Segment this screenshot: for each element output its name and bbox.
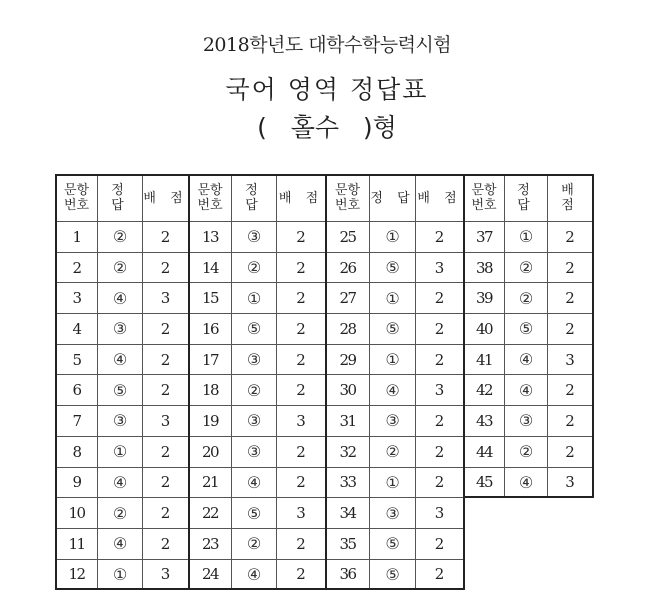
correct-answer: ① (370, 467, 416, 498)
question-number: 36 (326, 559, 370, 590)
correct-answer: ⑤ (232, 498, 277, 529)
question-number: 44 (464, 436, 505, 467)
col-header-number-line2: 번호 (63, 198, 90, 213)
correct-answer: ② (98, 252, 143, 283)
question-number: 26 (326, 252, 370, 283)
question-number: 13 (189, 222, 232, 253)
header-row (56, 175, 189, 222)
score-points: 2 (277, 528, 326, 559)
question-number: 42 (464, 375, 505, 406)
table-row (464, 406, 593, 437)
score-points: 3 (548, 344, 593, 375)
question-number: 43 (464, 406, 505, 437)
table-row (326, 498, 464, 529)
question-number: 14 (189, 252, 232, 283)
correct-answer: ① (232, 283, 277, 314)
correct-answer: ④ (232, 467, 277, 498)
question-number: 3 (56, 283, 98, 314)
col-header-score: 배 점 (416, 175, 464, 222)
score-points: 2 (548, 314, 593, 345)
question-number: 4 (56, 314, 98, 345)
col-header-number-line2: 번호 (334, 198, 361, 213)
score-points: 2 (548, 436, 593, 467)
correct-answer: ② (232, 528, 277, 559)
header-row (326, 175, 464, 222)
table-row (189, 559, 326, 590)
question-number: 31 (326, 406, 370, 437)
score-points: 2 (277, 252, 326, 283)
table-row (464, 314, 593, 345)
question-number: 19 (189, 406, 232, 437)
correct-answer: ③ (232, 406, 277, 437)
correct-answer: ⑤ (370, 559, 416, 590)
col-header-score: 배 점 (143, 175, 189, 222)
question-number: 12 (56, 559, 98, 590)
correct-answer: ① (505, 222, 548, 253)
table-row (56, 252, 189, 283)
score-points: 3 (277, 406, 326, 437)
table-row (189, 498, 326, 529)
correct-answer: ① (370, 344, 416, 375)
col-header-score: 배 점 (277, 175, 326, 222)
table-row (464, 283, 593, 314)
question-number: 37 (464, 222, 505, 253)
col-header-number-line2: 번호 (197, 198, 223, 213)
question-number: 35 (326, 528, 370, 559)
score-points: 2 (143, 314, 189, 345)
correct-answer: ② (98, 222, 143, 253)
question-number: 38 (464, 252, 505, 283)
correct-answer: ② (505, 252, 548, 283)
correct-answer: ③ (232, 222, 277, 253)
score-points: 3 (143, 559, 189, 590)
score-points: 2 (143, 528, 189, 559)
table-row (56, 498, 189, 529)
correct-answer: ⑤ (98, 375, 143, 406)
table-row (189, 252, 326, 283)
score-points: 2 (277, 283, 326, 314)
table-row (189, 467, 326, 498)
col-header-answer: 정 답 (505, 175, 548, 222)
table-row (56, 436, 189, 467)
correct-answer: ① (370, 222, 416, 253)
header-row (464, 175, 593, 222)
table-row (464, 344, 593, 375)
question-number: 40 (464, 314, 505, 345)
col-header-number-line1: 문항 (197, 183, 223, 198)
question-number: 21 (189, 467, 232, 498)
correct-answer: ④ (370, 375, 416, 406)
col-header-number (189, 175, 232, 222)
question-number: 22 (189, 498, 232, 529)
question-number: 23 (189, 528, 232, 559)
correct-answer: ② (505, 436, 548, 467)
score-points: 2 (143, 375, 189, 406)
correct-answer: ② (98, 498, 143, 529)
correct-answer: ⑤ (505, 314, 548, 345)
score-points: 2 (548, 222, 593, 253)
table-row (189, 344, 326, 375)
score-points: 2 (143, 252, 189, 283)
question-number: 30 (326, 375, 370, 406)
correct-answer: ② (232, 252, 277, 283)
table-row (56, 314, 189, 345)
answer-group-1 (55, 174, 189, 590)
table-row (189, 314, 326, 345)
answer-group-2 (188, 174, 326, 590)
score-points: 2 (416, 314, 464, 345)
question-number: 6 (56, 375, 98, 406)
correct-answer: ③ (505, 406, 548, 437)
score-points: 2 (416, 559, 464, 590)
score-points: 2 (416, 528, 464, 559)
score-points: 2 (277, 314, 326, 345)
correct-answer: ④ (505, 467, 548, 498)
table-row (189, 222, 326, 253)
answer-group-3 (325, 174, 464, 590)
score-points: 2 (143, 498, 189, 529)
correct-answer: ⑤ (370, 252, 416, 283)
table-row (56, 467, 189, 498)
correct-answer: ④ (98, 528, 143, 559)
table-row (56, 406, 189, 437)
correct-answer: ③ (370, 498, 416, 529)
score-points: 2 (416, 283, 464, 314)
col-header-number-line1: 문항 (471, 183, 497, 198)
col-header-answer: 정 답 (232, 175, 277, 222)
table-row (464, 222, 593, 253)
score-points: 2 (548, 406, 593, 437)
correct-answer: ① (98, 436, 143, 467)
answer-group-4 (463, 174, 593, 498)
exam-title: 2018학년도 대학수학능력시험 (202, 34, 452, 56)
question-number: 2 (56, 252, 98, 283)
subject-title: 국어 영역 정답표 (225, 75, 429, 104)
question-number: 1 (56, 222, 98, 253)
table-row (56, 559, 189, 590)
col-header-answer: 정 답 (370, 175, 416, 222)
col-header-number-line1: 문항 (63, 183, 90, 198)
question-number: 15 (189, 283, 232, 314)
score-points: 3 (416, 252, 464, 283)
score-points: 2 (277, 436, 326, 467)
col-header-number (464, 175, 505, 222)
question-number: 11 (56, 528, 98, 559)
correct-answer: ⑤ (232, 314, 277, 345)
score-points: 2 (416, 406, 464, 437)
correct-answer: ② (370, 436, 416, 467)
correct-answer: ① (98, 559, 143, 590)
score-points: 3 (416, 498, 464, 529)
table-row (326, 283, 464, 314)
question-number: 27 (326, 283, 370, 314)
score-points: 3 (277, 498, 326, 529)
table-row (326, 559, 464, 590)
table-row (189, 375, 326, 406)
table-row (326, 222, 464, 253)
correct-answer: ④ (98, 467, 143, 498)
table-row (56, 528, 189, 559)
table-row (464, 436, 593, 467)
score-points: 2 (277, 222, 326, 253)
question-number: 16 (189, 314, 232, 345)
score-points: 2 (277, 467, 326, 498)
question-number: 5 (56, 344, 98, 375)
question-number: 9 (56, 467, 98, 498)
correct-answer: ③ (98, 406, 143, 437)
table-row (326, 252, 464, 283)
score-points: 2 (277, 344, 326, 375)
score-points: 3 (143, 283, 189, 314)
score-points: 2 (416, 436, 464, 467)
col-header-number-line1: 문항 (334, 183, 361, 198)
score-points: 3 (416, 375, 464, 406)
table-row (326, 528, 464, 559)
header-row (189, 175, 326, 222)
question-number: 10 (56, 498, 98, 529)
table-row (326, 467, 464, 498)
col-header-number-line2: 번호 (471, 198, 497, 213)
table-row (326, 375, 464, 406)
score-points: 2 (548, 375, 593, 406)
table-row (56, 344, 189, 375)
question-number: 17 (189, 344, 232, 375)
table-row (326, 406, 464, 437)
score-points: 2 (416, 222, 464, 253)
question-number: 34 (326, 498, 370, 529)
correct-answer: ③ (232, 436, 277, 467)
col-header-number (326, 175, 370, 222)
correct-answer: ② (505, 283, 548, 314)
question-number: 32 (326, 436, 370, 467)
table-row (56, 222, 189, 253)
correct-answer: ② (232, 375, 277, 406)
correct-answer: ⑤ (370, 528, 416, 559)
score-points: 3 (548, 467, 593, 498)
table-row (56, 375, 189, 406)
score-points: 2 (277, 559, 326, 590)
col-header-score: 배 점 (548, 175, 593, 222)
correct-answer: ④ (505, 375, 548, 406)
question-number: 7 (56, 406, 98, 437)
table-row (326, 436, 464, 467)
table-row (189, 528, 326, 559)
score-points: 2 (548, 283, 593, 314)
table-row (326, 314, 464, 345)
table-row (56, 283, 189, 314)
col-header-number (56, 175, 98, 222)
score-points: 2 (416, 467, 464, 498)
score-points: 2 (143, 344, 189, 375)
correct-answer: ③ (370, 406, 416, 437)
table-row (189, 436, 326, 467)
question-number: 24 (189, 559, 232, 590)
score-points: 2 (143, 222, 189, 253)
score-points: 2 (143, 467, 189, 498)
score-points: 2 (548, 252, 593, 283)
question-number: 8 (56, 436, 98, 467)
question-number: 45 (464, 467, 505, 498)
score-points: 2 (143, 436, 189, 467)
score-points: 3 (143, 406, 189, 437)
table-row (326, 344, 464, 375)
col-header-answer: 정 답 (98, 175, 143, 222)
score-points: 2 (277, 375, 326, 406)
score-points: 2 (416, 344, 464, 375)
question-number: 41 (464, 344, 505, 375)
correct-answer: ① (370, 283, 416, 314)
question-number: 33 (326, 467, 370, 498)
table-row (189, 283, 326, 314)
correct-answer: ③ (232, 344, 277, 375)
question-number: 25 (326, 222, 370, 253)
correct-answer: ③ (98, 314, 143, 345)
correct-answer: ⑤ (370, 314, 416, 345)
question-number: 29 (326, 344, 370, 375)
type-label: ( 홀수 )형 (257, 113, 397, 142)
correct-answer: ④ (98, 344, 143, 375)
question-number: 20 (189, 436, 232, 467)
correct-answer: ④ (505, 344, 548, 375)
table-row (189, 406, 326, 437)
correct-answer: ④ (232, 559, 277, 590)
table-row (464, 252, 593, 283)
table-row (464, 375, 593, 406)
table-row (464, 467, 593, 498)
question-number: 18 (189, 375, 232, 406)
correct-answer: ④ (98, 283, 143, 314)
question-number: 28 (326, 314, 370, 345)
question-number: 39 (464, 283, 505, 314)
